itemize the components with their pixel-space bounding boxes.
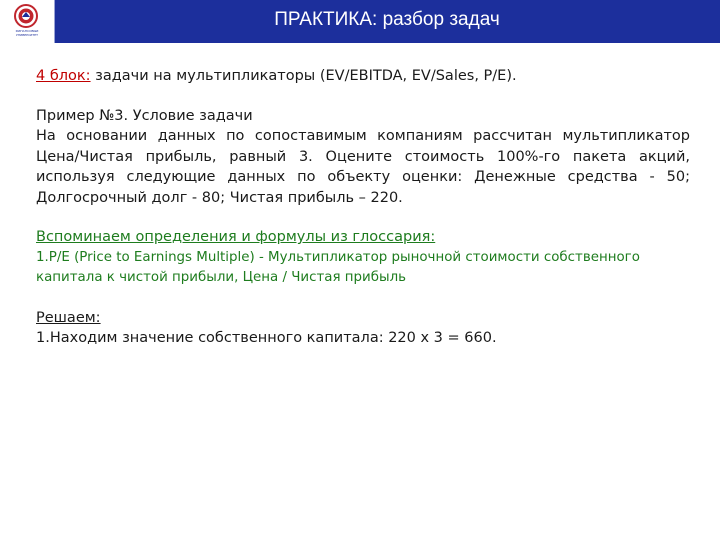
example-line: Цена/Чистая прибыль, равный 3. Оцените стоимость 100%-го пакета акций,: [36, 148, 690, 165]
logo-caption-line: ФИНАНСОВЫЙ: [15, 30, 39, 33]
block-label: 4 блок:: [36, 68, 91, 84]
example-line: На основании данных по сопоставимым компаниям рассчитан мультипликатор: [36, 128, 690, 144]
glossary-line: капитала к чистой прибыли, Цена / Чистая прибыль: [36, 270, 407, 285]
glossary-heading: Вспоминаем определения и формулы из глоссария:: [36, 229, 436, 245]
example-line: используя следующие данных по объекту оценки: Денежные средства - 50;: [36, 169, 690, 185]
glossary-body: [36, 248, 690, 289]
example-body: [36, 126, 690, 208]
block-line: [36, 66, 690, 87]
example-title: Пример №3. Условие задачи: [36, 107, 253, 124]
header-bar: [0, 0, 720, 43]
example-line: Долгосрочный долг - 80; Чистая прибыль – 220.: [36, 189, 403, 206]
logo-caption-line: УНИВЕРСИТЕТ: [16, 32, 38, 37]
slide-content: [36, 66, 690, 349]
solution-step: 1.Находим значение собственного капитала: 220 х 3 = 660.: [36, 330, 497, 346]
glossary-line: 1.P/E (Price to Earnings Multiple) - Мультипликатор рыночной стоимости собственного: [36, 249, 640, 265]
logo-caption: [3, 30, 51, 37]
solution-heading: Решаем:: [36, 309, 101, 326]
university-emblem-icon: [14, 4, 38, 28]
logo: [0, 0, 55, 43]
block-text: задачи на мультипликаторы (EV/EBITDA, EV/Sales, P/E).: [90, 68, 517, 84]
page-title: ПРАКТИКА: разбор задач: [274, 9, 500, 30]
